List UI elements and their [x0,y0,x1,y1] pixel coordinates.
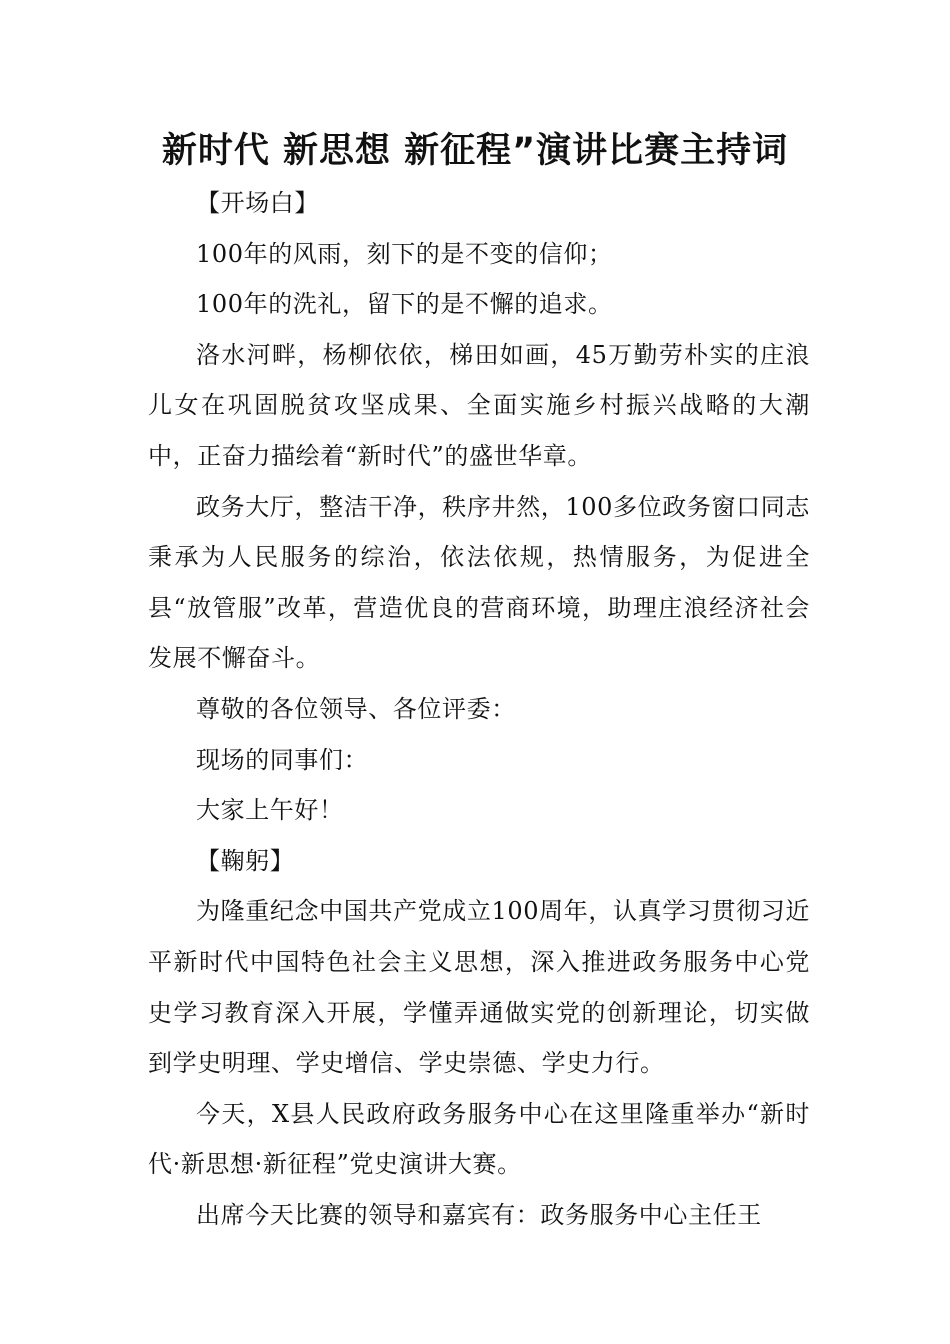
section-heading-opening: 【开场白】 [196,189,319,217]
document-body [148,178,810,1240]
paragraph: 为隆重纪念中国共产党成立100周年，认真学习贯彻习近平新时代中国特色社会主义思想，深入推进政务服务中心党史学习教育深入开展，学懂弄通做实党的创新理论，切实做到学史明理、学史增信、学史崇德、学史力行。 [148,897,810,1078]
paragraph: 100年的洗礼，留下的是不懈的追求。 [196,290,613,319]
salutation-leaders: 尊敬的各位领导、各位评委： [196,694,516,723]
greeting: 大家上午好！ [196,796,344,825]
paragraph: 政务大厅，整洁干净，秩序井然，100多位政务窗口同志秉承为人民服务的综治，依法依规，热情服务，为促进全县“放管服”改革，营造优良的营商环境，助理庄浪经济社会发展不懈奋斗。 [148,492,810,673]
paragraph: 100年的风雨，刻下的是不变的信仰； [196,239,613,268]
salutation-colleagues: 现场的同事们： [196,745,369,774]
paragraph: 出席今天比赛的领导和嘉宾有：政务服务中心主任王 [196,1200,762,1229]
paragraph: 今天，X县人民政府政务服务中心在这里隆重举办“新时代·新思想·新征程”党史演讲大赛。 [148,1099,810,1179]
section-heading-bow: 【鞠躬】 [196,846,295,875]
document-title: 新时代 新思想 新征程”演讲比赛主持词 [161,131,789,171]
paragraph: 洛水河畔，杨柳依依，梯田如画，45万勤劳朴实的庄浪儿女在巩固脱贫攻坚成果、全面实施乡村振兴战略的大潮中，正奋力描绘着“新时代”的盛世华章。 [148,340,810,470]
